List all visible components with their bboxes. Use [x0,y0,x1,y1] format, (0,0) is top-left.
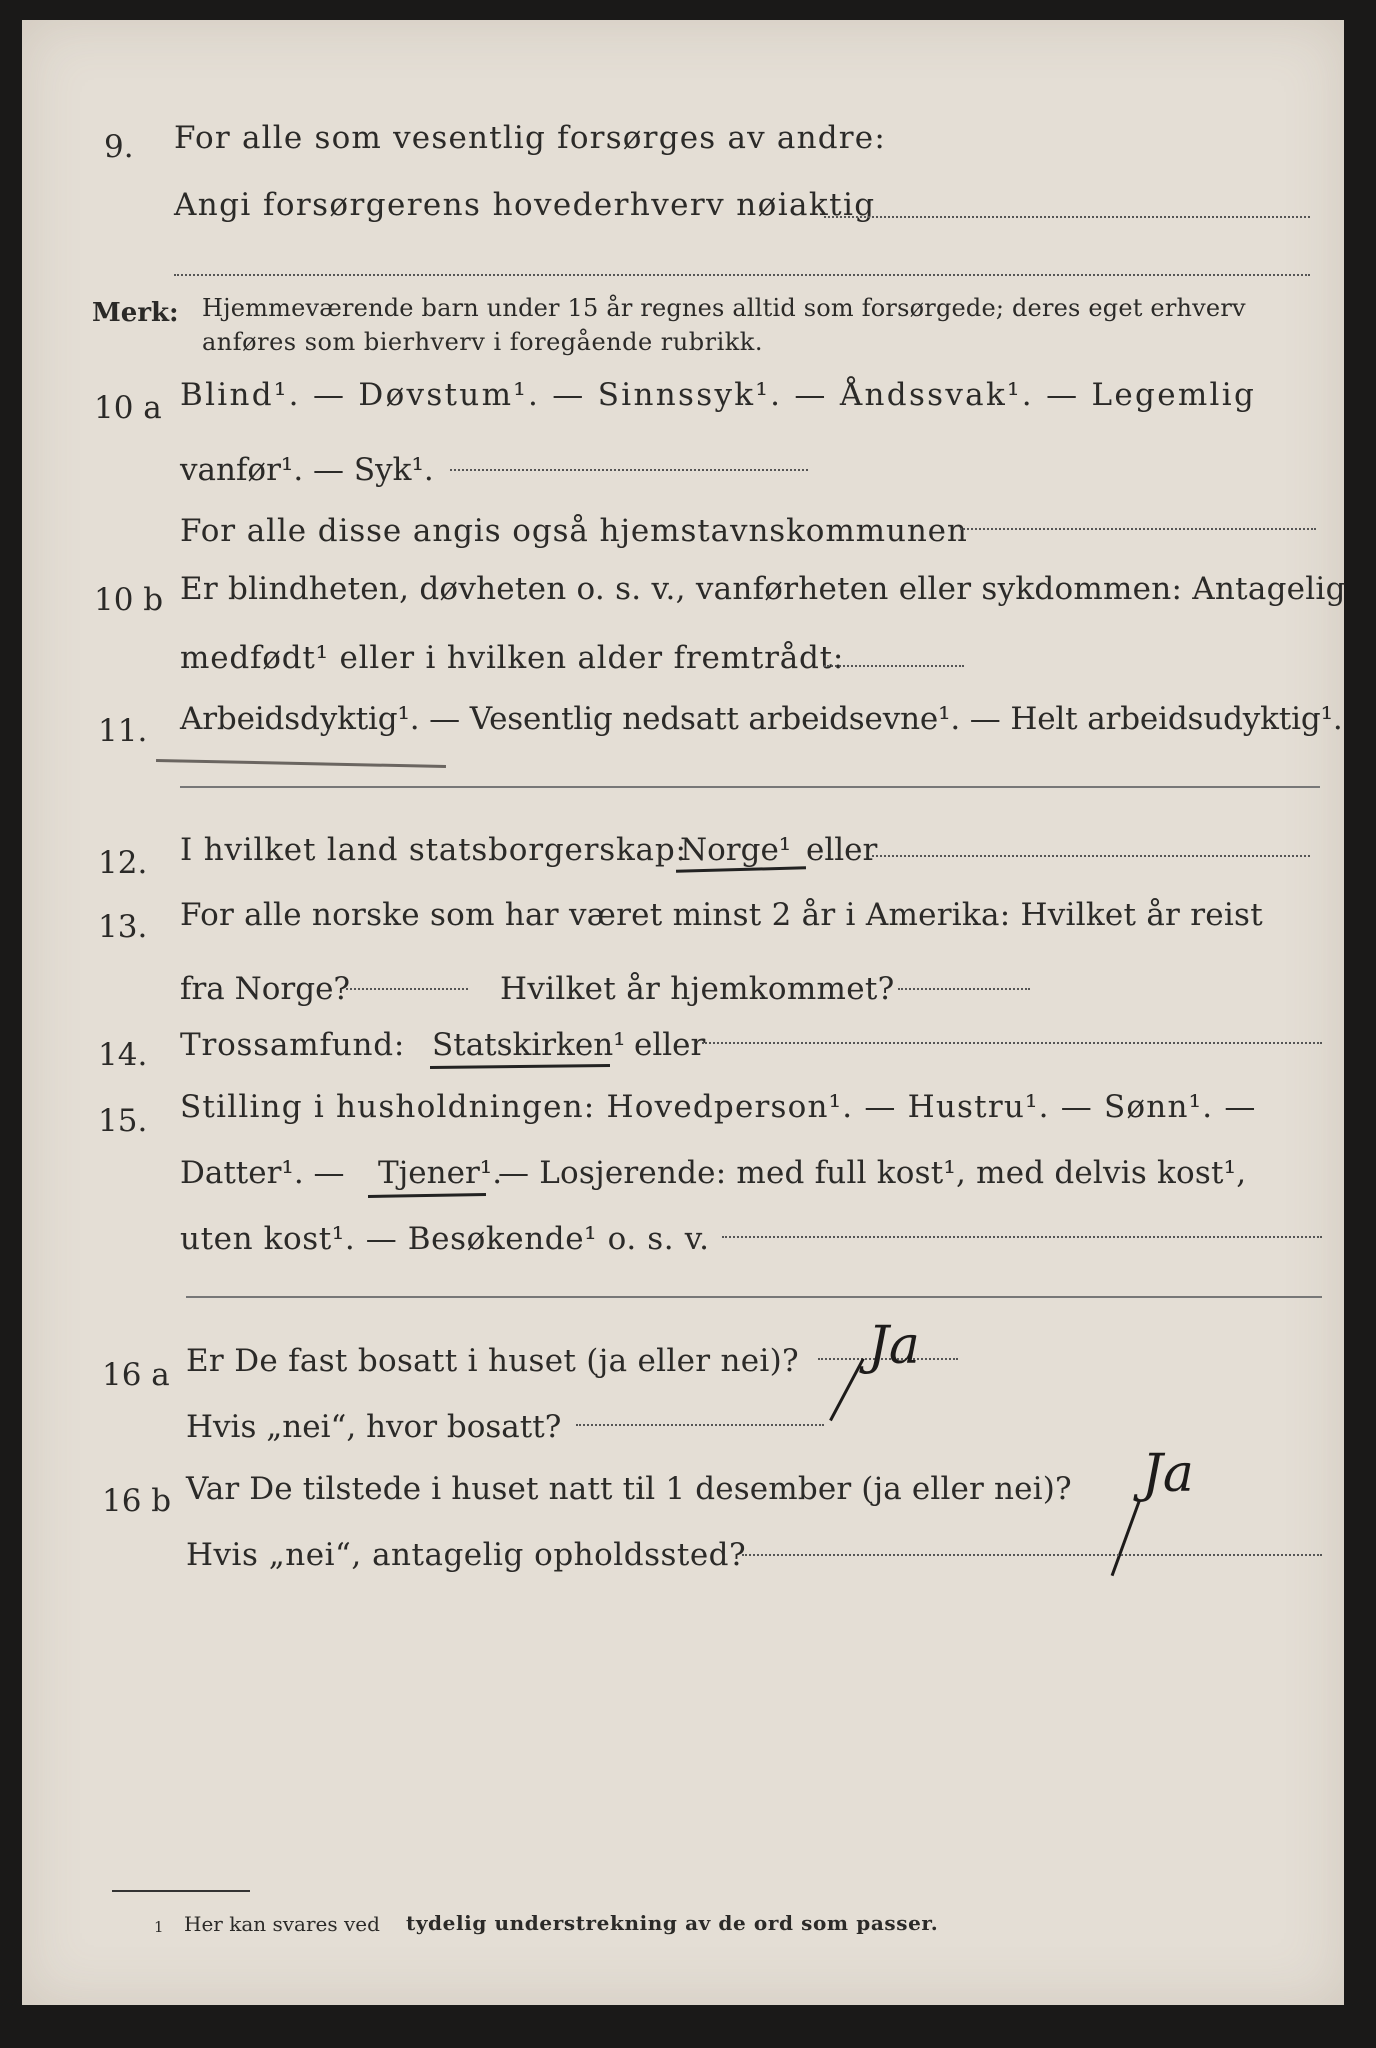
q16b-line2: Hvis „nei“, antagelig opholdssted? [186,1537,747,1573]
q9-answer-line-2[interactable] [174,274,1310,276]
q13-returned-year-line[interactable] [898,988,1030,990]
q16a-line1: Er De fast bosatt i huset (ja eller nei)? [186,1343,799,1379]
q16b-number: 16 b [102,1483,172,1519]
q10b-line2: medfødt¹ eller i hvilken alder fremtrådt: [180,640,845,676]
q14-statskirken-handwritten-underline [430,1064,610,1069]
q9-line2: Angi forsørgerens hovederhverv nøiaktig [174,187,876,223]
q10a-line3: For alle disse angis også hjemstavnskommunen [180,513,968,549]
q12-number: 12. [98,845,148,881]
q16a-handwritten-answer: Ja [868,1316,920,1376]
q15-answer-line-2[interactable] [186,1296,1322,1298]
q15-line3: uten kost¹. — Besøkende¹ o. s. v. [180,1221,710,1257]
q13-line2-a: fra Norge? [180,971,351,1007]
q16a-pen-stroke [829,1358,865,1421]
q10a-hometown-line[interactable] [960,528,1316,530]
q16a-number: 16 a [102,1357,170,1393]
q16b-pen-stroke [1111,1500,1141,1576]
q12-line1-c: eller [806,832,878,868]
q10a-number: 10 a [94,390,162,426]
q14-statskirken-option[interactable]: Statskirken¹ [432,1027,626,1063]
q15-line1: Stilling i husholdningen: Hovedperson¹. — Hustru¹. — Sønn¹. — [180,1089,1257,1125]
merk-line2: anføres som bierhverv i foregående rubrikk. [202,328,763,356]
q11-underline-mark [156,759,446,768]
q16b-line1: Var De tilstede i huset natt til 1 desember (ja eller nei)? [186,1471,1072,1507]
q9-line1: For alle som vesentlig forsørges av andre: [174,120,886,156]
q16b-handwritten-answer: Ja [1142,1444,1194,1504]
q16a-residence-line[interactable] [576,1424,824,1426]
q16a-line2: Hvis „nei“, hvor bosatt? [186,1409,562,1445]
q14-answer-line[interactable] [702,1042,1322,1044]
q11-answer-line[interactable] [180,786,1320,788]
q11-number: 11. [98,713,148,749]
q12-line1-a: I hvilket land statsborgerskap: [180,832,687,868]
q13-left-norway-year-line[interactable] [346,988,468,990]
q15-tjener-option[interactable]: Tjener¹. [378,1155,503,1191]
q10a-answer-line[interactable] [450,469,808,471]
q12-norge-option[interactable]: Norge¹ [680,832,792,868]
q13-line2-b: Hvilket år hjemkommet? [500,971,895,1007]
q15-number: 15. [98,1103,148,1139]
footnote-text-a: Her kan svares ved [184,1912,380,1936]
q10a-line1: Blind¹. — Døvstum¹. — Sinnssyk¹. — Åndssvak¹. — Legemlig [180,377,1257,413]
q10b-answer-line[interactable] [824,665,964,667]
q9-number: 9. [104,129,134,165]
q16b-whereabouts-line[interactable] [742,1554,1322,1556]
merk-label: Merk: [92,298,179,328]
q12-answer-line[interactable] [872,855,1310,857]
q10a-line2: vanfør¹. — Syk¹. [180,452,434,488]
footnote-text-b: tydelig understrekning av de ord som passer. [406,1911,939,1935]
q11-line1: Arbeidsdyktig¹. — Vesentlig nedsatt arbeidsevne¹. — Helt arbeidsudyktig¹. [180,701,1343,737]
q14-line1-c: eller [634,1027,706,1063]
q15-answer-line[interactable] [722,1236,1322,1238]
q13-line1: For alle norske som har været minst 2 år i Amerika: Hvilket år reist [180,897,1263,933]
q10b-number: 10 b [94,582,164,618]
q9-answer-line[interactable] [824,216,1310,218]
merk-line1: Hjemmeværende barn under 15 år regnes alltid som forsørgede; deres eget erhverv [202,294,1246,322]
footnote-mark: 1 [154,1918,164,1936]
q15-line2-c: — Losjerende: med full kost¹, med delvis kost¹, [498,1155,1247,1191]
q10b-line1: Er blindheten, døvheten o. s. v., vanførheten eller sykdommen: Antagelig [180,571,1346,607]
footnote-rule [112,1890,250,1892]
q13-number: 13. [98,909,148,945]
q15-tjener-handwritten-underline [368,1193,486,1198]
census-form-page [22,20,1344,2005]
q14-line1-a: Trossamfund: [180,1027,406,1063]
q15-line2-a: Datter¹. — [180,1155,345,1191]
q14-number: 14. [98,1037,148,1073]
